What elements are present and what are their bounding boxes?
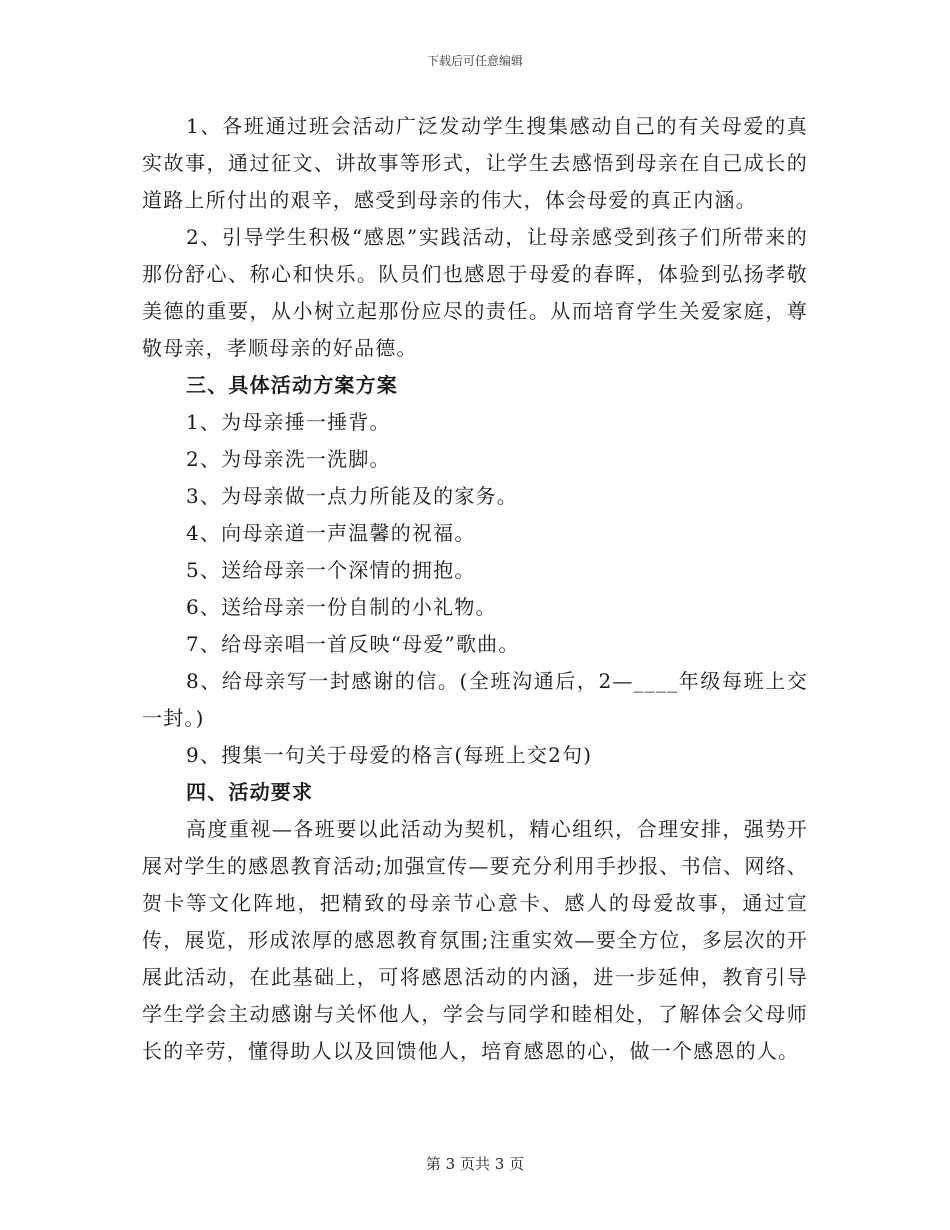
list-item-5: 5、送给母亲一个深情的拥抱。 bbox=[186, 558, 476, 582]
paragraph-goal-2: 2、引导学生积极“感恩”实践活动，让母亲感受到孩子们所带来的那份舒心、称心和快乐。队员们也感恩于母爱的春晖，体验到弘扬孝敬美德的重要，从小树立起那份应尽的责任。从而培育学生关爱家庭，尊敬母亲，孝顺母亲的好品德。 bbox=[142, 225, 808, 360]
list-item-3: 3、为母亲做一点力所能及的家务。 bbox=[186, 484, 518, 508]
list-item-4: 4、向母亲道一声温馨的祝福。 bbox=[186, 521, 476, 545]
list-item-6: 6、送给母亲一份自制的小礼物。 bbox=[186, 595, 497, 619]
document-body bbox=[142, 108, 808, 1070]
section-heading-plan: 三、具体活动方案方案 bbox=[186, 373, 398, 397]
page-number: 第 3 页共 3 页 bbox=[425, 1155, 525, 1173]
list-item-2: 2、为母亲洗一洗脚。 bbox=[186, 447, 391, 471]
section-heading-requirements: 四、活动要求 bbox=[186, 780, 314, 804]
list-item-7: 7、给母亲唱一首反映“母爱”歌曲。 bbox=[186, 632, 520, 656]
paragraph-goal-1: 1、各班通过班会活动广泛发动学生搜集感动自己的有关母爱的真实故事，通过征文、讲故事等形式，让学生去感悟到母亲在自己成长的道路上所付出的艰辛，感受到母亲的伟大，体会母爱的真正内涵。 bbox=[142, 114, 808, 212]
list-item-8: 8、给母亲写一封感谢的信。(全班沟通后，2—____年级每班上交一封。) bbox=[142, 669, 808, 730]
page-header: 下载后可任意编辑 bbox=[426, 54, 523, 68]
list-item-9: 9、搜集一句关于母爱的格言(每班上交2句) bbox=[186, 743, 593, 767]
paragraph-requirements: 高度重视—各班要以此活动为契机，精心组织，合理安排，强势开展对学生的感恩教育活动;加强宣传—要充分利用手抄报、书信、网络、贺卡等文化阵地，把精致的母亲节心意卡、感人的母爱故事，通过宣传，展览，形成浓厚的感恩教育氛围;注重实效—要全方位，多层次的开展此活动，在此基础上，可将感恩活动的内涵，进一步延伸，教育引导学生学会主动感谢与关怀他人，学会与同学和睦相处，了解体会父母师长的辛劳，懂得助人以及回馈他人，培育感恩的心，做一个感恩的人。 bbox=[142, 817, 808, 1063]
list-item-1: 1、为母亲捶一捶背。 bbox=[186, 410, 391, 434]
